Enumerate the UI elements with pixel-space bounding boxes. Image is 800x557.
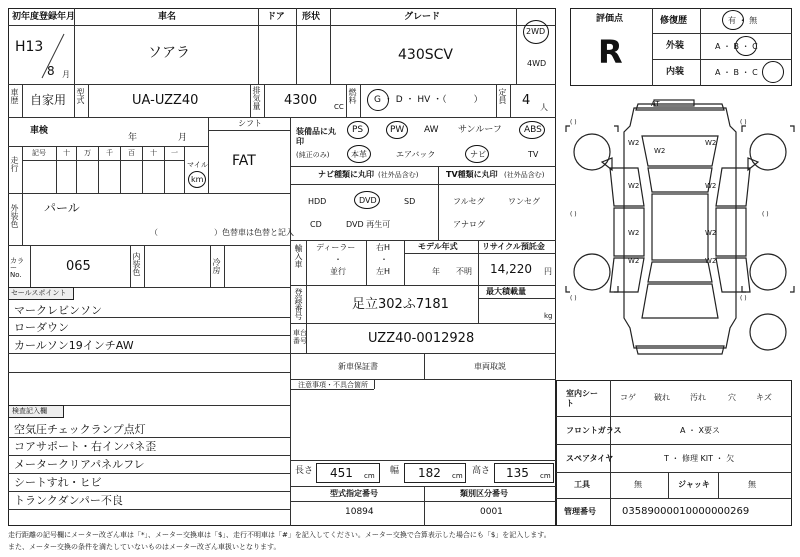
seat-item-2: 破れ bbox=[654, 393, 670, 402]
class-no-label: 類別区分番号 bbox=[460, 489, 508, 498]
jack-label: ジャッキ bbox=[678, 480, 710, 489]
tools-value: 無 bbox=[634, 480, 642, 489]
car-name: ソアラ bbox=[148, 45, 190, 61]
height-label: 高さ bbox=[472, 466, 491, 476]
tv-oneseg: ワンセグ bbox=[508, 197, 540, 206]
recycle-label: リサイクル預託金 bbox=[482, 242, 545, 251]
mark-w2-1: W2 bbox=[628, 139, 640, 147]
color-no-label: カラーNo. bbox=[10, 257, 24, 279]
dealer-label: ディーラー bbox=[316, 243, 356, 252]
recycle-value: 14,220 bbox=[490, 262, 532, 276]
repair-value: 有 ・ 無 bbox=[728, 16, 758, 25]
grade-label: グレード bbox=[404, 12, 441, 22]
drive-2wd: 2WD bbox=[526, 27, 546, 36]
exterior-label: 外装 bbox=[666, 41, 685, 51]
jack-value: 無 bbox=[748, 480, 756, 489]
windshield-value: A ・ X要ス bbox=[680, 426, 721, 435]
color-no-value: 065 bbox=[66, 259, 91, 274]
inspection-label: 車検 bbox=[30, 126, 49, 136]
length-value: 451 bbox=[330, 466, 353, 480]
svg-text:( ): ( ) bbox=[570, 211, 577, 218]
mgmt-label: 管理番号 bbox=[564, 507, 596, 516]
model-value: UA-UZZ40 bbox=[132, 93, 199, 108]
dealer-dot: ・ bbox=[334, 255, 342, 264]
manual-label: 車両取説 bbox=[474, 362, 506, 371]
drive-4wd: 4WD bbox=[527, 59, 547, 68]
eval-label: 評価点 bbox=[596, 14, 624, 24]
capacity-unit: 人 bbox=[540, 103, 548, 112]
equip-pw: PW bbox=[390, 125, 405, 135]
mark-w2-2: W2 bbox=[705, 139, 717, 147]
width-value: 182 bbox=[418, 466, 441, 480]
hand-dot: ・ bbox=[380, 255, 388, 264]
shape-label: 形状 bbox=[302, 12, 321, 22]
mark-w2-3: W2 bbox=[654, 147, 666, 155]
mark-at: AT bbox=[651, 100, 660, 108]
navi-sd: SD bbox=[404, 197, 416, 206]
digit-4: 百 bbox=[128, 149, 135, 157]
max-load-label: 最大積載量 bbox=[486, 287, 526, 296]
door-label: ドア bbox=[267, 12, 285, 22]
mark-w2-7: W2 bbox=[705, 229, 717, 237]
length-cm: cm bbox=[364, 472, 375, 480]
navi-dvd: DVD bbox=[359, 196, 377, 205]
navi-dvd-play: DVD 再生可 bbox=[346, 220, 391, 229]
capacity-value: 4 bbox=[522, 93, 531, 108]
model-year-unit: 年 bbox=[432, 267, 440, 276]
registration-value: 足立302ふ7181 bbox=[352, 297, 449, 312]
model-year-unknown: 不明 bbox=[456, 267, 472, 276]
finding-3: メータークリアパネルフレ bbox=[14, 458, 145, 471]
fuel-label: 燃料 bbox=[348, 88, 357, 104]
grade-value: 430SCV bbox=[398, 47, 453, 63]
displacement-label: 排気量 bbox=[252, 86, 261, 110]
navi-cd: CD bbox=[310, 220, 322, 229]
svg-text:( ): ( ) bbox=[740, 119, 747, 126]
finding-2: コアサポート・右インパネ歪 bbox=[14, 440, 157, 453]
ac-label: 冷房 bbox=[212, 258, 221, 274]
tools-label: 工具 bbox=[574, 480, 590, 489]
sales-point-1: マークレビンソン bbox=[14, 304, 102, 317]
equip-abs: ABS bbox=[524, 125, 542, 135]
capacity-label: 定員 bbox=[498, 88, 507, 104]
svg-text:( ): ( ) bbox=[740, 295, 747, 302]
mark-w2-8: W2 bbox=[628, 257, 640, 265]
svg-text:( ): ( ) bbox=[570, 119, 577, 126]
kg-unit: kg bbox=[544, 312, 553, 320]
chassis-value: UZZ40-0012928 bbox=[368, 331, 475, 346]
equip-airbag: エアバック bbox=[396, 150, 436, 159]
equip-tv: TV bbox=[528, 150, 539, 159]
digit-6: 一 bbox=[171, 149, 178, 157]
interior-label: 内装 bbox=[666, 67, 685, 77]
km-label: km bbox=[191, 175, 204, 184]
registration-label: 登録番号 bbox=[294, 288, 303, 320]
interior-color-label: 内装色 bbox=[132, 252, 141, 276]
notes-label: 注意事項・不具合箇所 bbox=[298, 381, 368, 389]
footer-line-1: 走行距離の記号欄にメーター改ざん車は「*」、メーター交換車は「$」、走行不明車は「#」を記入してください。メーター交換で合算表示した場合にも「$」を記入します。 bbox=[8, 531, 551, 539]
month-unit: 月 bbox=[62, 70, 70, 79]
sales-point-2: ローダウン bbox=[14, 321, 69, 334]
mark-w2-9: W2 bbox=[705, 257, 717, 265]
sales-points-label: セールスポイント bbox=[11, 289, 67, 297]
parallel-label: 並行 bbox=[330, 267, 346, 276]
usage-label: 車歴 bbox=[10, 88, 19, 104]
equip-ps: PS bbox=[352, 125, 364, 135]
reg-year-label: 初年度登録年月 bbox=[12, 12, 76, 22]
interior-value: A ・ B ・ C bbox=[715, 68, 758, 77]
interior-c-circle bbox=[762, 61, 784, 83]
seat-item-5: キズ bbox=[756, 393, 772, 402]
shift-value: FAT bbox=[232, 153, 256, 169]
color-note: （ ）色替車は色替と記入 bbox=[150, 228, 294, 237]
digit-1: 十 bbox=[63, 149, 70, 157]
import-label: 輸入車 bbox=[294, 244, 303, 268]
equip-aw: AW bbox=[424, 125, 439, 135]
warranty-label: 新車保証書 bbox=[338, 362, 378, 371]
repair-label: 修復歴 bbox=[660, 16, 688, 26]
tv-analog: アナログ bbox=[453, 220, 485, 229]
equipment-sub: (純正のみ) bbox=[296, 151, 330, 159]
spare-value: T ・ 修理 KIT ・ 欠 bbox=[664, 454, 735, 463]
car-name-label: 車名 bbox=[158, 12, 177, 22]
seat-label: 室内シート bbox=[566, 389, 598, 409]
navi-type-sub: (社外品含む) bbox=[378, 171, 419, 179]
width-label: 幅 bbox=[390, 466, 400, 476]
seat-item-1: コゲ bbox=[620, 393, 636, 402]
equipment-label: 装備品に丸印 bbox=[296, 127, 336, 147]
mile-label: マイル bbox=[187, 161, 208, 169]
reg-era: H13 bbox=[15, 39, 44, 55]
height-cm: cm bbox=[540, 472, 551, 480]
yen-unit: 円 bbox=[544, 267, 552, 276]
inspection-month: 月 bbox=[178, 133, 188, 143]
type-no-label: 型式指定番号 bbox=[330, 489, 378, 498]
inspection-year: 年 bbox=[128, 133, 138, 143]
equip-leather: 本革 bbox=[351, 150, 367, 159]
tv-fullseg: フルセグ bbox=[453, 197, 485, 206]
displacement-value: 4300 bbox=[284, 93, 318, 108]
navi-hdd: HDD bbox=[308, 197, 327, 206]
model-year-label: モデル年式 bbox=[418, 242, 458, 251]
eval-score: R bbox=[598, 33, 623, 71]
model-label: 型式 bbox=[76, 88, 85, 104]
fuel-options: G ・ D ・ HV ・（ ） bbox=[374, 95, 483, 105]
digit-2: 万 bbox=[84, 149, 91, 157]
navi-type-label: ナビ種類に丸印 bbox=[318, 170, 374, 179]
exterior-value: A ・ B ・ C bbox=[715, 42, 758, 51]
spare-label: スペアタイヤ bbox=[566, 454, 614, 463]
sales-point-3: カールソン19インチAW bbox=[14, 339, 134, 352]
finding-5: トランクダンパー不良 bbox=[14, 494, 123, 507]
chassis-label: 車台番号 bbox=[293, 329, 307, 346]
svg-text:( ): ( ) bbox=[762, 211, 769, 218]
windshield-label: フロントガラス bbox=[566, 426, 622, 435]
mark-w2-5: W2 bbox=[705, 182, 717, 190]
width-cm: cm bbox=[452, 472, 463, 480]
reg-month: 8 bbox=[47, 64, 55, 78]
seat-item-3: 汚れ bbox=[690, 393, 706, 402]
findings-label: 検査記入欄 bbox=[12, 407, 47, 415]
footer-line-2: また、メーター交換の条件を満たしていないものはメーター改ざん車扱いとなります。 bbox=[8, 543, 281, 551]
seat-item-4: 穴 bbox=[728, 393, 736, 402]
tv-type-label: TV種類に丸印 bbox=[446, 170, 498, 179]
svg-text:( ): ( ) bbox=[570, 295, 577, 302]
digit-5: 十 bbox=[150, 149, 157, 157]
left-h-label: 左H bbox=[376, 267, 391, 276]
length-label: 長さ bbox=[295, 466, 314, 476]
mark-w2-4: W2 bbox=[628, 182, 640, 190]
equip-navi: ナビ bbox=[470, 150, 486, 159]
type-no-value: 10894 bbox=[345, 507, 374, 517]
color-value: パール bbox=[44, 201, 80, 215]
tv-type-sub: (社外品含む) bbox=[504, 171, 545, 179]
digit-3: 千 bbox=[106, 149, 113, 157]
class-no-value: 0001 bbox=[480, 507, 503, 517]
usage-value: 自家用 bbox=[30, 93, 67, 107]
equip-sunroof: サンルーフ bbox=[458, 125, 502, 135]
shift-label: シフト bbox=[238, 119, 262, 128]
cc-unit: CC bbox=[334, 103, 344, 111]
color-label: 外装色 bbox=[10, 204, 19, 228]
mileage-label: 走行 bbox=[10, 156, 19, 172]
finding-4: シートすれ・ヒビ bbox=[14, 476, 102, 489]
digits-label: 記号 bbox=[32, 149, 46, 157]
mark-w2-6: W2 bbox=[628, 229, 640, 237]
car-damage-diagram bbox=[562, 96, 798, 370]
finding-1: 空気圧チェックランプ点灯 bbox=[14, 423, 146, 436]
right-h-label: 右H bbox=[376, 243, 391, 252]
height-value: 135 bbox=[506, 466, 529, 480]
mgmt-value: 03589000010000000269 bbox=[622, 506, 750, 517]
